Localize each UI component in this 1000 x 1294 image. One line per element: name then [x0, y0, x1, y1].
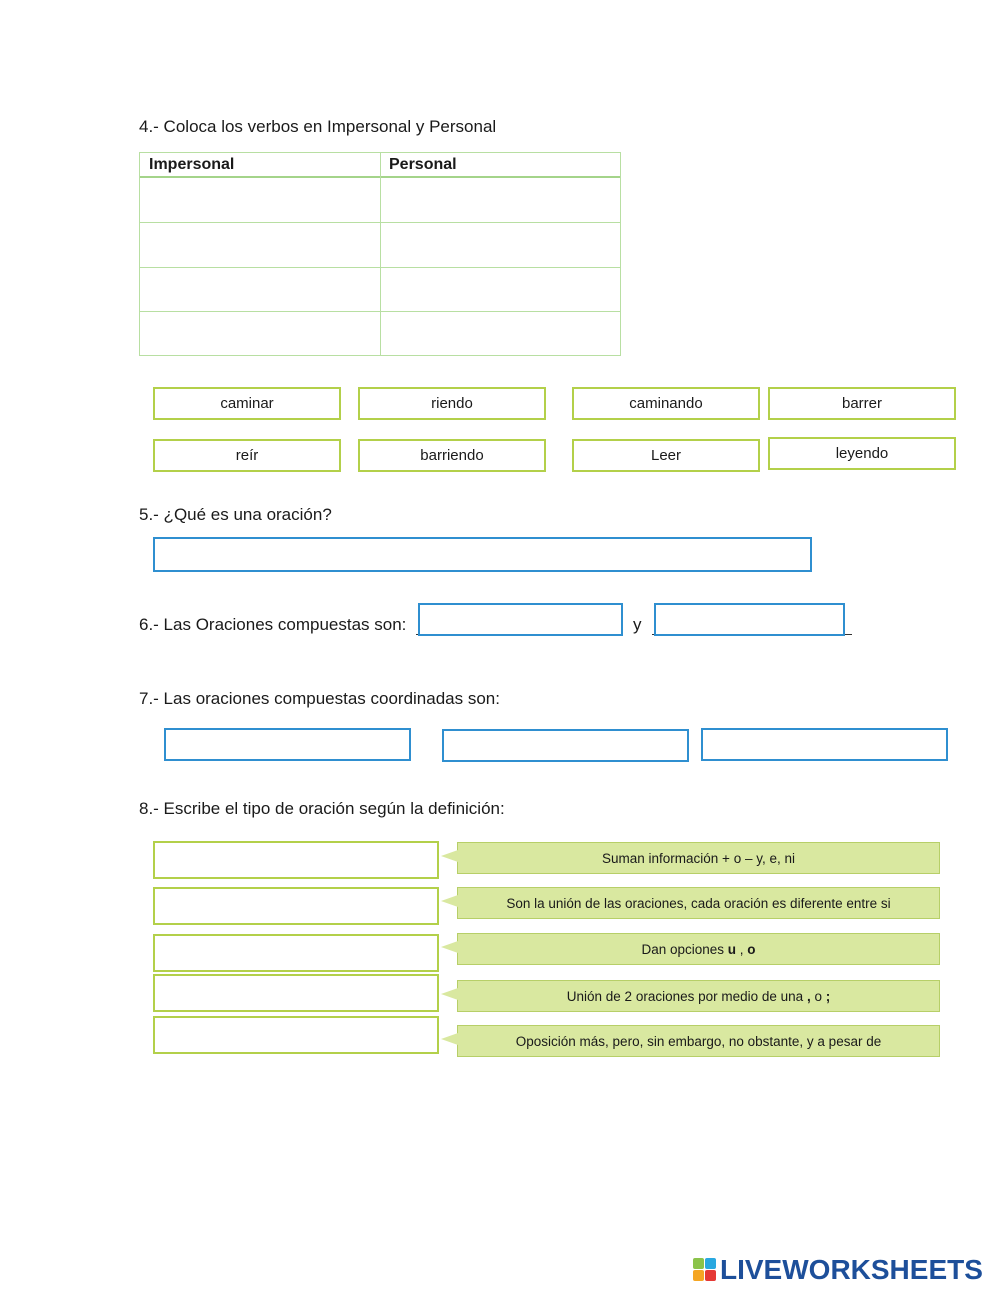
logo-icon [693, 1258, 717, 1282]
drop-cell-personal-4[interactable] [381, 312, 621, 355]
definition-text: Oposición más, pero, sin embargo, no obstante, y a pesar de [515, 1033, 882, 1049]
section-7-title: 7.- Las oraciones compuestas coordinadas son: [139, 689, 500, 708]
definition-text: Suman información + o – y, e, ni [602, 850, 795, 866]
compuestas-answer-2[interactable] [654, 603, 845, 636]
definition-callout [457, 887, 940, 919]
logo-text: LIVEWORKSHEETS [720, 1254, 983, 1285]
table-header-impersonal: Impersonal [149, 156, 235, 173]
compuestas-answer-1[interactable] [418, 603, 623, 636]
word-chip[interactable]: reír [153, 439, 341, 472]
drop-cell-impersonal-1[interactable] [140, 178, 380, 222]
definition-callout [457, 1025, 940, 1057]
tipo-answer-4[interactable] [153, 974, 439, 1012]
tipo-answer-5[interactable] [153, 1016, 439, 1054]
drop-cell-impersonal-4[interactable] [140, 312, 380, 355]
definition-text: Son la unión de las oraciones, cada oración es diferente entre si [506, 895, 891, 911]
tipo-answer-3[interactable] [153, 934, 439, 972]
definition-callout [457, 980, 940, 1012]
definition-text: Unión de 2 oraciones por medio de una , o ; [566, 988, 831, 1004]
definition-text: Dan opciones u , o [641, 941, 756, 957]
oracion-answer-input[interactable] [153, 537, 812, 572]
word-chip[interactable]: caminar [153, 387, 341, 420]
coordinadas-answer-2[interactable] [442, 729, 689, 762]
drop-cell-personal-2[interactable] [381, 223, 621, 267]
drop-cell-impersonal-2[interactable] [140, 223, 380, 267]
word-chip[interactable]: leyendo [768, 437, 956, 470]
section-6-title: 6.- Las Oraciones compuestas son: [139, 615, 407, 634]
coordinadas-answer-3[interactable] [701, 728, 948, 761]
word-chip[interactable]: Leer [572, 439, 760, 472]
word-chip[interactable]: barriendo [358, 439, 546, 472]
section-4-title: 4.- Coloca los verbos en Impersonal y Personal [139, 117, 497, 136]
liveworksheets-logo [693, 1255, 983, 1285]
word-chip[interactable]: riendo [358, 387, 546, 420]
section-5-title: 5.- ¿Qué es una oración? [139, 505, 332, 524]
tipo-answer-1[interactable] [153, 841, 439, 879]
coordinadas-answer-1[interactable] [164, 728, 411, 761]
drop-cell-impersonal-3[interactable] [140, 268, 380, 311]
section-8-title: 8.- Escribe el tipo de oración según la definición: [139, 799, 505, 818]
word-chip[interactable]: barrer [768, 387, 956, 420]
definition-callout [457, 933, 940, 965]
tipo-answer-2[interactable] [153, 887, 439, 925]
connector-y: y [633, 615, 642, 634]
definition-callout [457, 842, 940, 874]
drop-cell-personal-1[interactable] [381, 178, 621, 222]
table-header-personal: Personal [389, 156, 457, 173]
word-chip[interactable]: caminando [572, 387, 760, 420]
drop-cell-personal-3[interactable] [381, 268, 621, 311]
verb-table [139, 152, 621, 356]
